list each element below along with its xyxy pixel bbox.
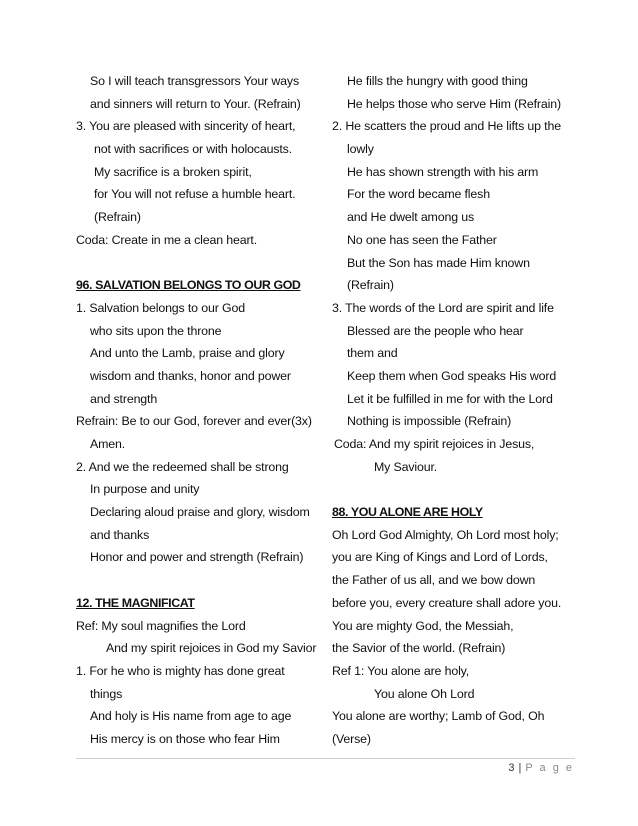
left-text-line: 3. You are pleased with sincerity of heart,: [76, 119, 296, 134]
right-text-line: He fills the hungry with good thing: [347, 74, 528, 88]
right-text-line: the Father of us all, and we bow down: [332, 573, 536, 588]
left-text-line: things: [90, 686, 123, 701]
footer-rule: [76, 758, 575, 759]
left-text-line: wisdom and thanks, honor and power: [90, 368, 291, 383]
right-text-line: Blessed are the people who hear: [347, 323, 524, 338]
right-text-line: 3. The words of the Lord are spirit and life: [332, 300, 554, 315]
left-text-line: 1. Salvation belongs to our God: [76, 300, 245, 315]
left-text-line: My sacrifice is a broken spirit,: [94, 164, 252, 179]
blank-line: [76, 252, 328, 275]
right-text-line: Ref 1: You alone are holy,: [332, 663, 470, 678]
right-text-line: He has shown strength with his arm: [347, 164, 539, 179]
left-text-line: for You will not refuse a humble heart.: [94, 187, 296, 202]
song-heading: [76, 274, 328, 297]
song-title: 96. SALVATION BELONGS TO OUR GOD: [76, 278, 301, 293]
right-text-line: (Refrain): [347, 278, 394, 293]
blank-line: [332, 478, 582, 501]
right-text-line: No one has seen the Father: [347, 232, 497, 247]
right-text-line: Keep them when God speaks His word: [347, 368, 557, 383]
left-text-line: And unto the Lamb, praise and glory: [90, 346, 285, 361]
left-text-line: who sits upon the throne: [90, 323, 222, 338]
right-text-line: 2. He scatters the proud and He lifts up the: [332, 119, 561, 134]
right-text-line: You are mighty God, the Messiah,: [332, 618, 514, 633]
blank-line: [76, 569, 328, 592]
left-text-line: Amen.: [90, 437, 126, 451]
left-text-line: So I will teach transgressors Your ways: [90, 74, 300, 88]
left-column: [76, 70, 328, 751]
right-text-line: the Savior of the world. (Refrain): [332, 641, 506, 656]
left-text-line: 2. And we the redeemed shall be strong: [76, 459, 289, 474]
right-text-line: lowly: [347, 142, 374, 157]
right-text-line: For the word became flesh: [347, 187, 490, 202]
right-text-line: You alone are worthy; Lamb of God, Oh: [332, 709, 545, 724]
page-label: P a g e: [525, 762, 574, 774]
right-text-line: (Verse): [332, 731, 371, 746]
right-text-line: them and: [347, 346, 398, 361]
left-text-line: and sinners will return to Your. (Refrain): [90, 96, 301, 111]
left-text-line: (Refrain): [94, 210, 141, 225]
song-heading: [332, 501, 582, 524]
left-text-line: Ref: My soul magnifies the Lord: [76, 618, 246, 633]
left-text-line: Honor and power and strength (Refrain): [90, 550, 304, 565]
left-text-line: Coda: Create in me a clean heart.: [76, 232, 258, 247]
song-title: 12. THE MAGNIFICAT: [76, 595, 195, 610]
right-text-line: you are King of Kings and Lord of Lords,: [332, 550, 548, 565]
left-text-line: And my spirit rejoices in God my Savior: [106, 641, 317, 656]
right-text-line: My Saviour.: [374, 459, 438, 474]
left-text-line: and strength: [90, 391, 158, 406]
left-text-line: 1. For he who is mighty has done great: [76, 663, 285, 678]
song-title: 88. YOU ALONE ARE HOLY: [332, 505, 483, 520]
right-text-line: and He dwelt among us: [347, 210, 475, 225]
left-text-line: not with sacrifices or with holocausts.: [94, 142, 292, 157]
left-text-line: Refrain: Be to our God, forever and ever(3x): [76, 414, 312, 429]
left-text-line: and thanks: [90, 527, 150, 542]
right-column: [332, 70, 582, 751]
song-heading: [76, 592, 328, 615]
right-text-line: Let it be fulfilled in me for with the Lord: [347, 391, 553, 406]
left-text-line: His mercy is on those who fear Him: [90, 731, 280, 746]
left-text-line: In purpose and unity: [90, 482, 200, 497]
left-text-line: Declaring aloud praise and glory, wisdom: [90, 505, 310, 520]
page-footer: [508, 762, 574, 774]
right-text-line: He helps those who serve Him (Refrain): [347, 96, 561, 111]
right-text-line: But the Son has made Him known: [347, 255, 530, 270]
right-text-line: Coda: And my spirit rejoices in Jesus,: [334, 437, 535, 451]
page-number: 3: [508, 762, 515, 774]
right-text-line: Nothing is impossible (Refrain): [347, 414, 512, 429]
left-text-line: And holy is His name from age to age: [90, 709, 292, 724]
footer-separator: |: [518, 762, 522, 774]
right-text-line: Oh Lord God Almighty, Oh Lord most holy;: [332, 527, 559, 542]
right-text-line: You alone Oh Lord: [374, 686, 475, 701]
right-text-line: before you, every creature shall adore you.: [332, 595, 562, 610]
